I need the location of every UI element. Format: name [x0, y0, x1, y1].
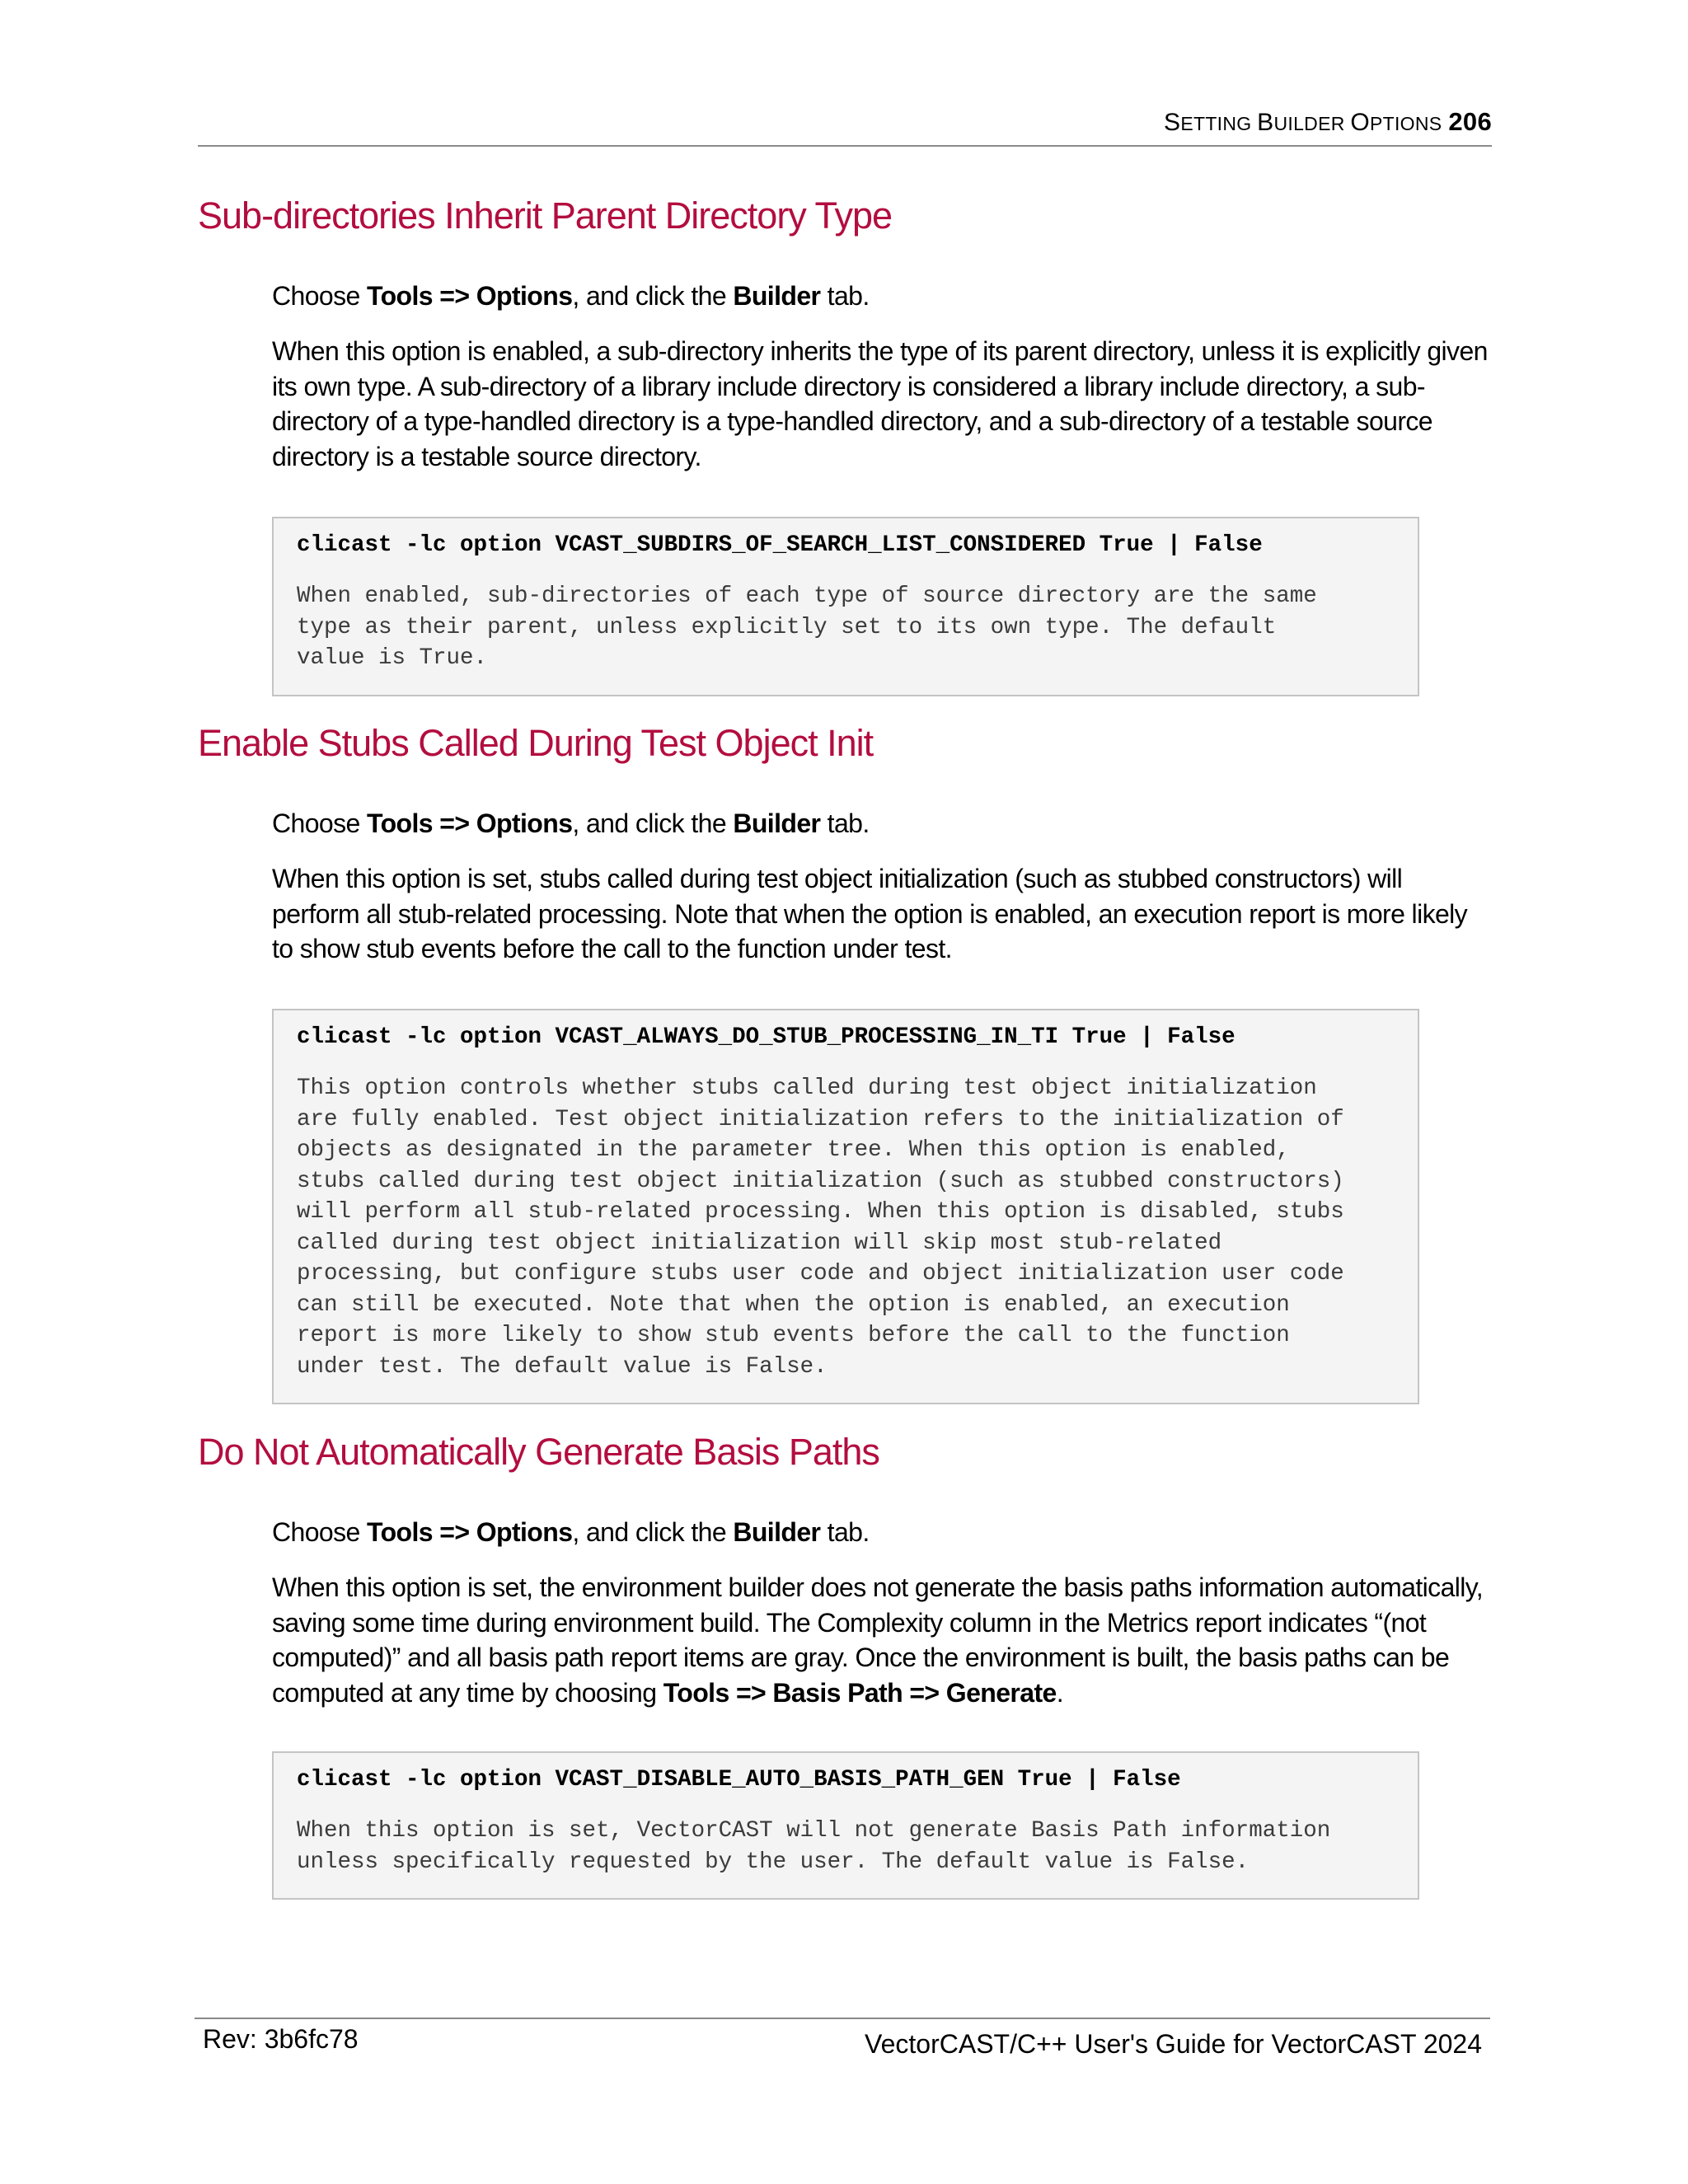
running-title-text	[1164, 109, 1442, 136]
description-text: When this option is set, the environment builder does not generate the basis paths information automatically, saving some time during environment build. The Complexity column in the Metrics report indicates “(not computed)” and all basis path report items are gray. Once the environment is built, the basis paths can be computed at any time by choosing	[272, 1572, 1484, 1708]
running-title-part: UILDER	[1273, 113, 1351, 134]
choose-suffix: tab.	[820, 808, 870, 838]
code-command: clicast -lc option VCAST_SUBDIRS_OF_SEARCH_LIST_CONSIDERED True | False	[297, 532, 1263, 558]
choose-prefix: Choose	[272, 281, 367, 311]
choose-middle: , and click the	[572, 281, 734, 311]
tab-name: Builder	[733, 281, 821, 311]
menu-path: Tools => Options	[367, 1517, 573, 1547]
running-title	[1164, 107, 1492, 137]
section-title: Enable Stubs Called During Test Object Init	[198, 722, 874, 764]
code-command: clicast -lc option VCAST_ALWAYS_DO_STUB_PROCESSING_IN_TI True | False	[297, 1024, 1236, 1050]
page-number: 206	[1448, 107, 1492, 136]
choose-prefix: Choose	[272, 1517, 367, 1547]
choose-instruction	[272, 1515, 1492, 1550]
description-end: .	[1056, 1677, 1064, 1708]
choose-suffix: tab.	[820, 281, 870, 311]
menu-path: Tools => Options	[367, 808, 573, 838]
code-description: When enabled, sub-directories of each type of source directory are the same type as their parent, unless explicitly set to its own type. The default value is True.	[297, 583, 1317, 671]
footer-guide-title: VectorCAST/C++ User's Guide for VectorCAST 2024	[865, 2029, 1482, 2059]
footer-revision: Rev: 3b6fc78	[203, 2024, 359, 2054]
menu-path: Tools => Options	[367, 281, 573, 311]
choose-instruction	[272, 279, 1492, 314]
code-block	[272, 1751, 1419, 1900]
choose-middle: , and click the	[572, 1517, 734, 1547]
running-title-part: B	[1257, 109, 1274, 136]
choose-middle: , and click the	[572, 808, 734, 838]
running-title-part: O	[1350, 109, 1370, 136]
code-description: When this option is set, VectorCAST will not generate Basis Path information unless specifically requested by the user. The default value is False.	[297, 1818, 1331, 1875]
tab-name: Builder	[733, 1517, 821, 1547]
running-title-part: ETTING	[1180, 113, 1258, 134]
section-description: When this option is enabled, a sub-directory inherits the type of its parent directory, unless it is explicitly given its own type. A sub-directory of a library include directory is considered a library include directory, a sub-directory of a type-handled directory is a type-handled directory, and a sub-directory of a testable source directory is a testable source directory.	[272, 336, 1488, 471]
code-block	[272, 517, 1419, 696]
running-title-part: S	[1164, 109, 1181, 136]
section-description: When this option is set, stubs called during test object initialization (such as stubbed constructors) will perform all stub-related processing. Note that when the option is enabled, an execution report is more likely to show stub events before the call to the function under test.	[272, 864, 1468, 963]
running-title-part: PTIONS	[1369, 113, 1442, 134]
code-description: This option controls whether stubs called during test object initialization are fully enabled. Test object initialization refers to the initialization of objects as designated in the parameter tree. When this option is enabled, stubs called during test object initialization (such as stubbed constructors) will perform all stub-related processing. When this option is disabled, stubs called during test object initialization will skip most stub-related processing, but configure stubs user code and object initialization user code can still be executed. Note that when the option is enabled, an execution report is more likely to show stub events before the call to the function under test. The default value is False.	[297, 1076, 1344, 1380]
tab-name: Builder	[733, 808, 821, 838]
code-block	[272, 1009, 1419, 1404]
section-title: Sub-directories Inherit Parent Directory Type	[198, 194, 893, 237]
code-command: clicast -lc option VCAST_DISABLE_AUTO_BASIS_PATH_GEN True | False	[297, 1767, 1181, 1793]
choose-prefix: Choose	[272, 808, 367, 838]
section-title: Do Not Automatically Generate Basis Paths	[198, 1431, 879, 1473]
menu-path: Tools => Basis Path => Generate	[663, 1677, 1057, 1708]
choose-instruction	[272, 806, 1492, 841]
section-description	[272, 1570, 1492, 1710]
choose-suffix: tab.	[820, 1517, 870, 1547]
footer-rule	[195, 2018, 1490, 2019]
page-header	[198, 104, 1492, 147]
